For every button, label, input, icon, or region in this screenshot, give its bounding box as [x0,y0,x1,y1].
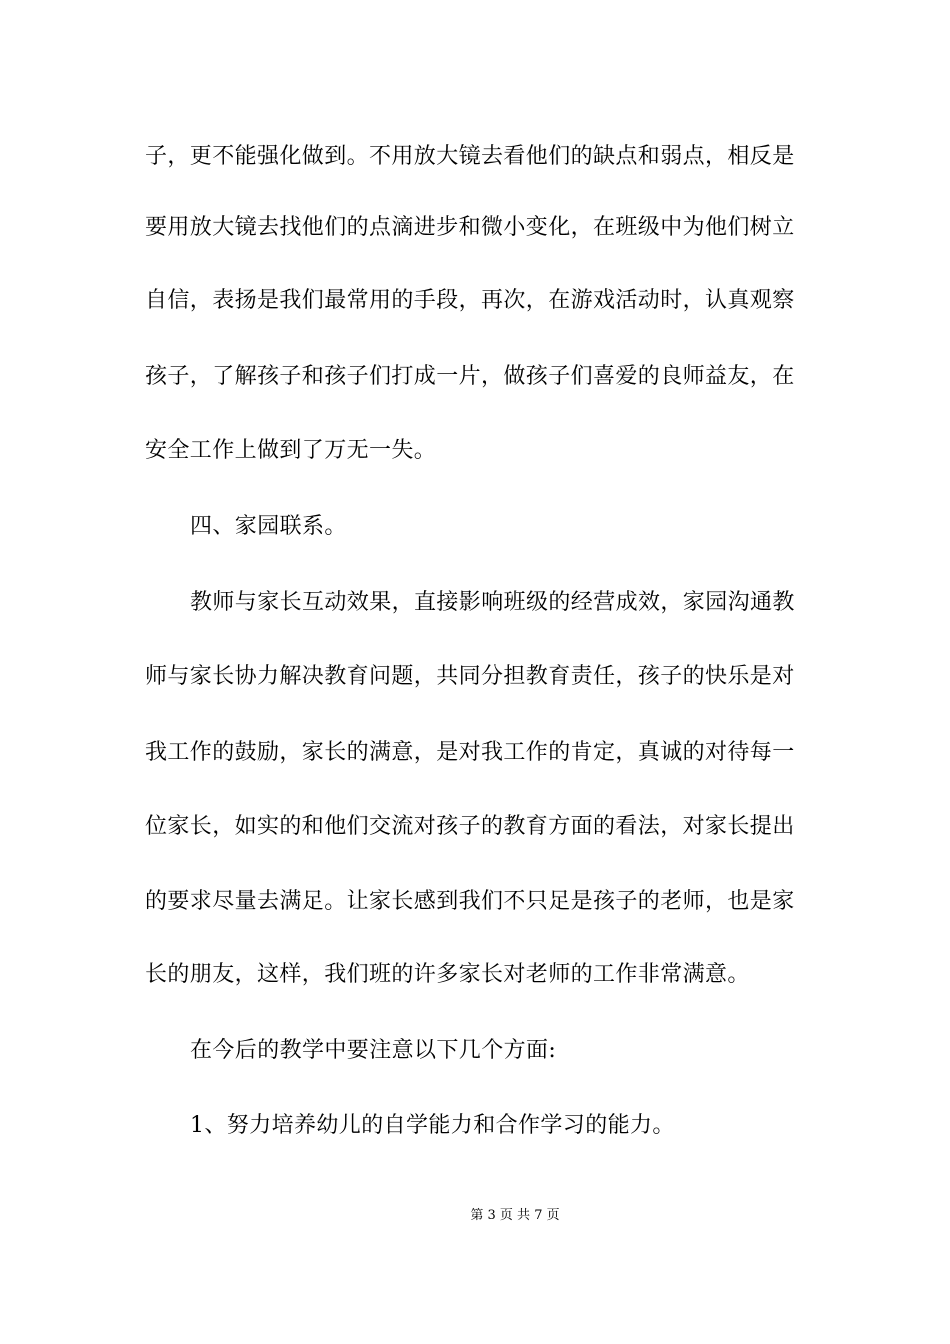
page-number [470,1207,559,1225]
section-heading: 四、家园联系。 [190,514,347,539]
paragraph-1-line-5: 安全工作上做到了万无一失。 [145,438,437,463]
paragraph-1-line-4: 孩子，了解孩子和孩子们打成一片，做孩子们喜爱的良师益友，在 [145,364,795,389]
footer-suffix: 页 [546,1208,560,1223]
paragraph-1-line-3: 自信，表扬是我们最常用的手段，再次，在游戏活动时，认真观察 [145,288,795,313]
paragraph-2-line-6: 长的朋友，这样，我们班的许多家长对老师的工作非常满意。 [145,962,750,987]
footer-prefix: 第 [470,1208,484,1223]
paragraph-3: 在今后的教学中要注意以下几个方面: [190,1038,557,1063]
paragraph-2-line-1: 教师与家长互动效果，直接影响班级的经营成效，家园沟通教 [190,590,795,615]
paragraph-2-line-3: 我工作的鼓励，家长的满意，是对我工作的肯定，真诚的对待每一 [145,740,795,765]
paragraph-1-line-2: 要用放大镜去找他们的点滴进步和微小变化，在班级中为他们树立 [145,215,795,240]
paragraph-2-line-5: 的要求尽量去满足。让家长感到我们不只足是孩子的老师，也是家 [145,889,795,914]
footer-current-page: 3 [487,1208,496,1223]
list-item-1: 1、努力培养幼儿的自学能力和合作学习的能力。 [190,1113,675,1138]
footer-total-pages: 7 [534,1208,543,1223]
footer-middle: 页 共 [499,1208,531,1223]
paragraph-2-line-2: 师与家长协力解决教育问题，共同分担教育责任，孩子的快乐是对 [145,664,795,689]
page-footer [0,1207,950,1225]
paragraph-2-line-4: 位家长，如实的和他们交流对孩子的教育方面的看法，对家长提出 [145,814,795,839]
paragraph-1-line-1: 子，更不能强化做到。不用放大镜去看他们的缺点和弱点，相反是 [145,144,795,169]
